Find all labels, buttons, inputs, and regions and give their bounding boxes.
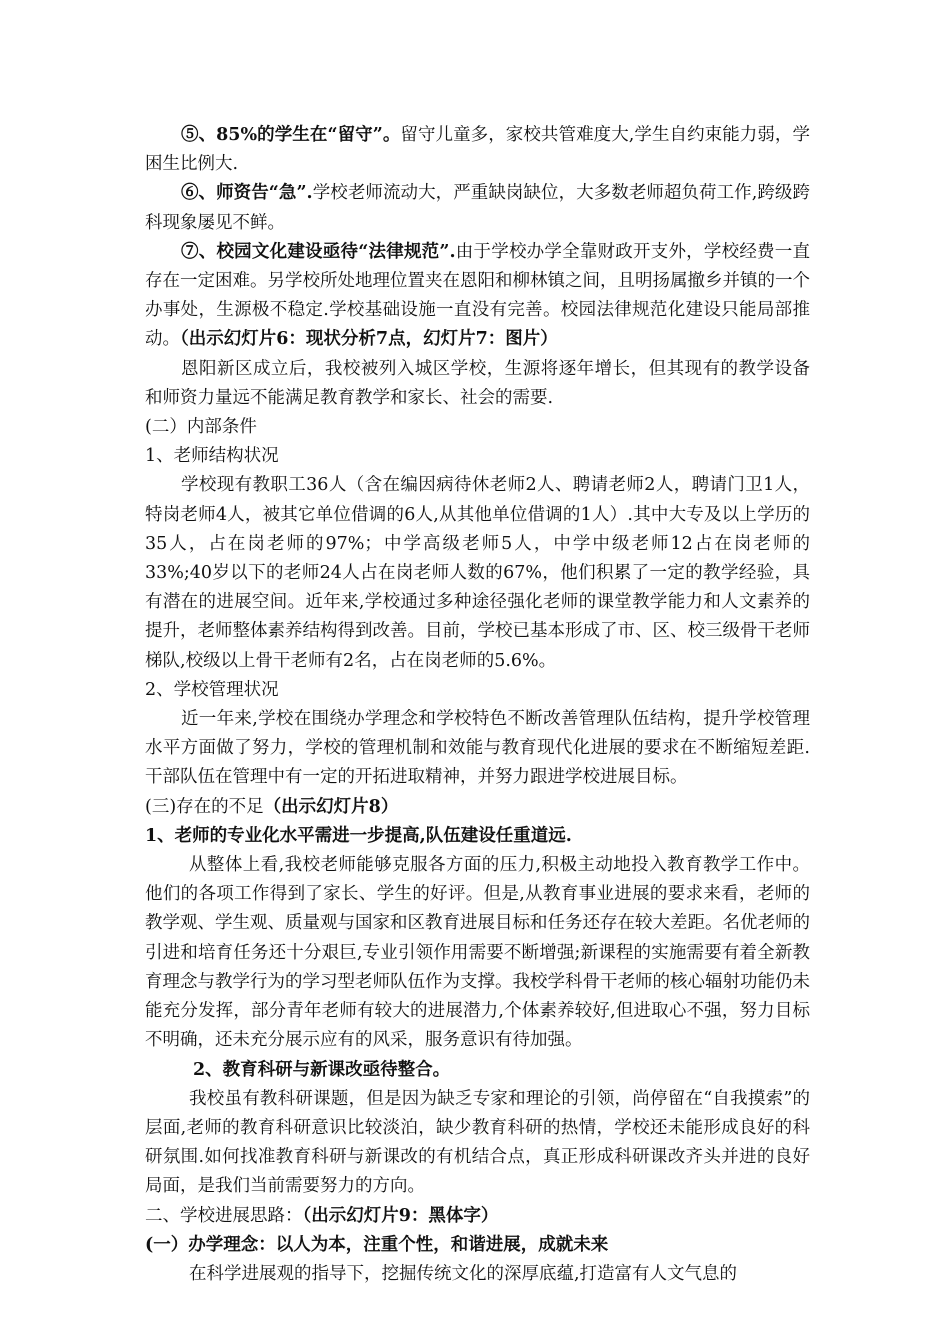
paragraph-text: 留守儿童多，家校共管难度大,学生自约束能力弱，学困生比例大.	[145, 125, 810, 175]
paragraph-campus-culture	[145, 238, 810, 355]
heading-shortcomings	[145, 793, 810, 822]
heading-school-philosophy: (一）办学理念：以人为本，注重个性，和谐进展，成就未来	[145, 1234, 609, 1255]
paragraph-shortcoming-1: 从整体上看,我校老师能够克服各方面的压力,积极主动地投入教育教学工作中。他们的各项工作得到了家长、学生的好评。但是,从教育事业进展的要求来看，老师的教学观、学生观、质量观与国家和区教育进展目标和任务还存在较大差距。名优老师的引进和培育任务还十分艰巨,专业引领作用需要不断增强;新课程的实施需要有着全新教育理念与教学行为的学习型老师队伍作为支撑。我校学科骨干老师的核心辐射功能仍未能充分发挥，部分青年老师有较大的进展潜力,个体素养较好,但进取心不强，努力目标不明确，还未充分展示应有的风采，服务意识有待加强。	[145, 855, 810, 1051]
paragraph-lead: ⑦、校园文化建设亟待“法律规范”.	[181, 241, 456, 262]
paragraph-left-behind	[145, 121, 810, 179]
paragraph-text: 由于学校办学全靠财政开支外，学校经费一直存在一定困难。另学校所处地理位置夹在恩阳和柳林镇之间，且明扬属撤乡并镇的一个办事处，生源极不稳定.学校基础设施一直没有完善。校园法律规范化建设只能局部推动。	[145, 241, 810, 350]
paragraph-teacher-structure: 学校现有教职工36人（含在编因病待休老师2人、聘请老师2人，聘请门卫1人，特岗老师4人，被其它单位借调的6人,从其他单位借调的1人）.其中大专及以上学历的35人，占在岗老师的97%；中学高级老师5人，中学中级老师12占在岗老师的33%;40岁以下的老师24人占在岗老师人数的67%，他们积累了一定的教学经验，具有潜在的进展空间。近年来,学校通过多种途径强化老师的课堂教学能力和人文素养的提升，老师整体素养结构得到改善。目前，学校已基本形成了市、区、校三级骨干老师梯队,校级以上骨干老师有2名，占在岗老师的5.6%。	[145, 475, 810, 671]
paragraph-school-philosophy: 在科学进展观的指导下，挖掘传统文化的深厚底蕴,打造富有人文气息的	[189, 1263, 738, 1284]
heading-teacher-structure: 1、老师结构状况	[145, 446, 279, 467]
slide-note: （出示幻灯片6：现状分析7点，幻灯片7：图片）	[180, 329, 558, 350]
heading-shortcoming-2: 2、教育科研与新课改亟待整合。	[193, 1059, 451, 1080]
document-page	[145, 121, 810, 1289]
paragraph-text: 学校老师流动大，严重缺岗缺位，大多数老师超负荷工作,跨级跨科现象屡见不鲜。	[145, 183, 810, 233]
paragraph-school-management: 近一年来,学校在围绕办学理念和学校特色不断改善管理队伍结构，提升学校管理水平方面做了努力，学校的管理机制和效能与教育现代化进展的要求在不断缩短差距.干部队伍在管理中有一定的开拓进取精神，并努力跟进学校进展目标。	[145, 709, 810, 788]
heading-shortcoming-1: 1、老师的专业化水平需进一步提高,队伍建设任重道远.	[145, 825, 572, 846]
slide-note: （出示幻灯片8）	[263, 796, 399, 817]
paragraph-shortcoming-2: 我校虽有教科研课题，但是因为缺乏专家和理论的引领，尚停留在“自我摸索”的层面,老师的教育科研意识比较淡泊，缺少教育科研的热情，学校还未能形成良好的科研氛围.如何找准教育科研与新课改的有机结合点，真正形成科研课改齐头并进的良好局面，是我们当前需要努力的方向。	[145, 1088, 810, 1197]
heading-text: (三)存在的不足	[145, 796, 264, 817]
heading-school-management: 2、学校管理状况	[145, 679, 279, 700]
heading-text: 二、学校进展思路：	[145, 1205, 303, 1226]
paragraph-lead: ⑥、师资告“急”.	[181, 183, 313, 204]
paragraph-enyang: 恩阳新区成立后，我校被列入城区学校，生源将逐年增长，但其现有的教学设备和师资力量远不能满足教育教学和家长、社会的需要.	[145, 358, 810, 408]
paragraph-lead: ⑤、85%的学生在“留守”。	[181, 125, 401, 145]
heading-development-ideas	[145, 1202, 810, 1231]
heading-internal-conditions: (二）内部条件	[145, 417, 257, 438]
paragraph-teacher-shortage	[145, 179, 810, 237]
slide-note: （出示幻灯片9：黑体字）	[302, 1205, 499, 1226]
